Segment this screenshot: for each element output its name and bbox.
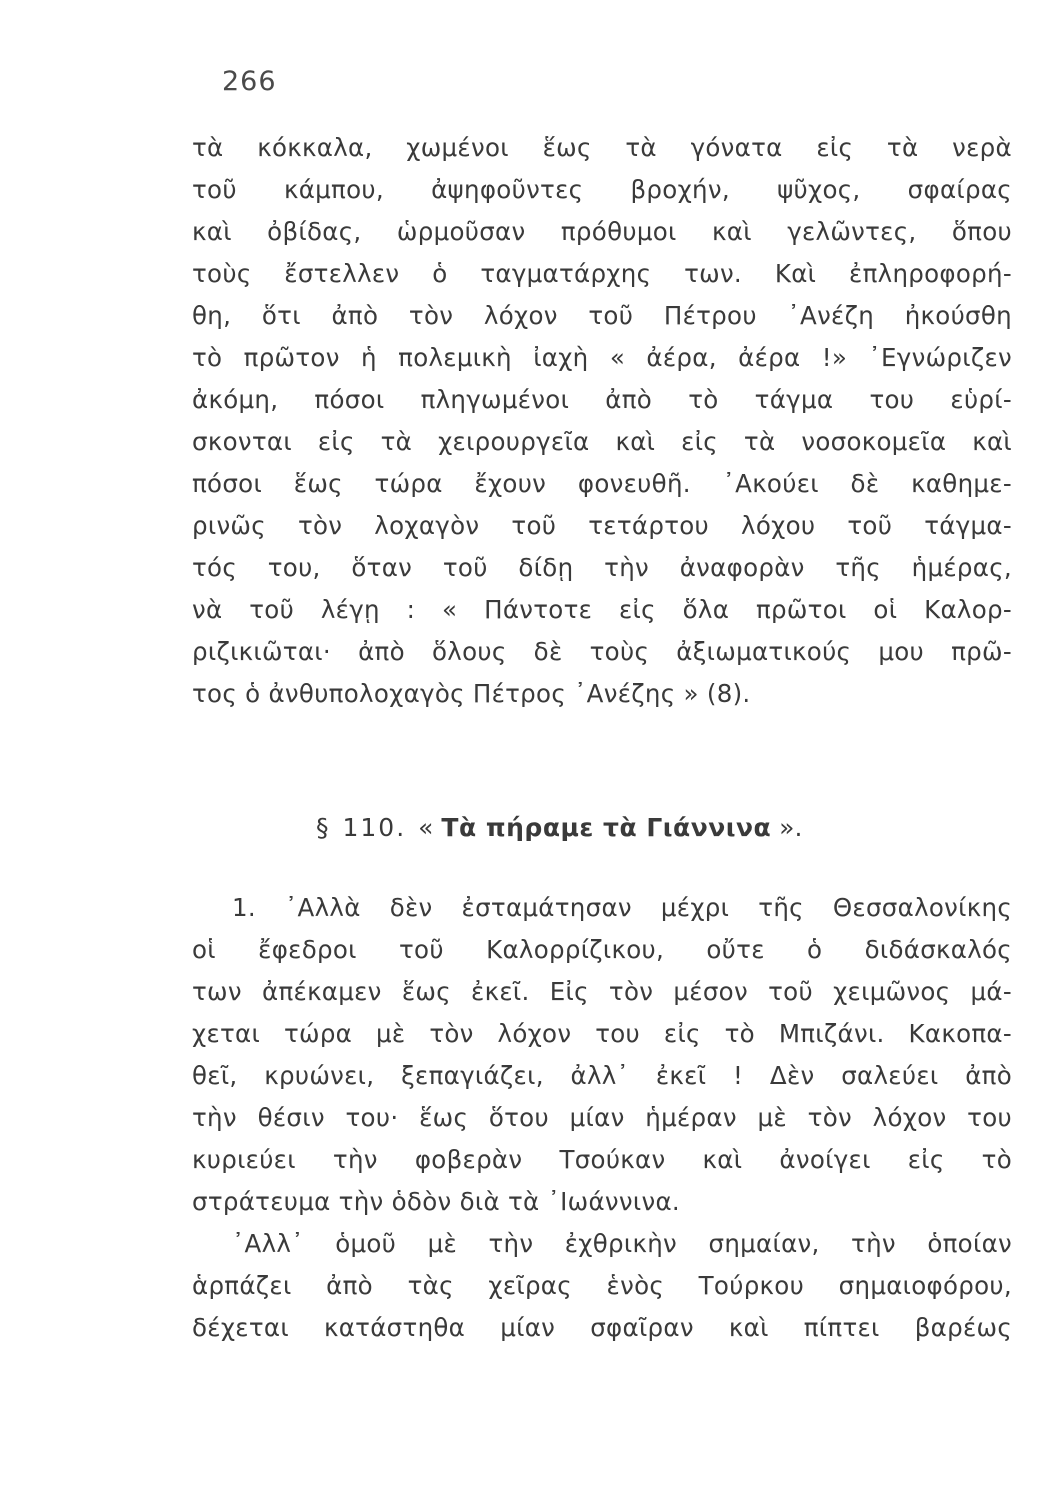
text-line: 1. ᾿Αλλὰ δὲν ἐσταμάτησαν μέχρι τῆς Θεσσαλονίκης bbox=[232, 893, 1012, 922]
text-line: νὰ τοῦ λέγῃ : « Πάντοτε εἰς ὅλα πρῶτοι οἱ Καλορ- bbox=[192, 595, 1012, 624]
section-title: Τὰ πήραμε τὰ Γιάννινα bbox=[441, 813, 772, 842]
text-line: στράτευμα τὴν ὁδὸν διὰ τὰ ᾿Ιωάννινα. bbox=[192, 1187, 680, 1216]
text-line: ᾿Αλλ᾿ ὁμοῦ μὲ τὴν ἐχθρικὴν σημαίαν, τὴν ὁποίαν bbox=[232, 1229, 1012, 1258]
text-line: τὴν θέσιν του· ἕως ὅτου μίαν ἡμέραν μὲ τὸν λόχον του bbox=[192, 1103, 1012, 1132]
text-line: τοῦ κάμπου, ἀψηφοῦντες βροχήν, ψῦχος, σφαίρας bbox=[192, 175, 1012, 204]
page-number: 266 bbox=[222, 66, 277, 97]
text-line: των ἀπέκαμεν ἕως ἐκεῖ. Εἰς τὸν μέσον τοῦ χειμῶνος μά- bbox=[192, 977, 1012, 1006]
section-title-open-quote: « bbox=[418, 813, 434, 842]
text-line: τοὺς ἔστελλεν ὁ ταγματάρχης των. Καὶ ἐπληροφορή- bbox=[192, 259, 1012, 288]
text-line: θη, ὅτι ἀπὸ τὸν λόχον τοῦ Πέτρου ᾿Ανέζη ἠκούσθη bbox=[192, 301, 1012, 330]
text-line: οἱ ἔφεδροι τοῦ Καλορρίζικου, οὔτε ὁ διδάσκαλός bbox=[192, 935, 1012, 964]
text-line: πόσοι ἕως τώρα ἔχουν φονευθῆ. ᾿Ακούει δὲ καθημε- bbox=[192, 469, 1012, 498]
text-line: κυριεύει τὴν φοβερὰν Τσούκαν καὶ ἀνοίγει εἰς τὸ bbox=[192, 1145, 1012, 1174]
text-line: τὸ πρῶτον ἡ πολεμικὴ ἰαχὴ « ἀέρα, ἀέρα !» ᾿Εγνώριζεν bbox=[192, 343, 1012, 372]
section-heading bbox=[316, 808, 802, 848]
text-line: σκονται εἰς τὰ χειρουργεῖα καὶ εἰς τὰ νοσοκομεῖα καὶ bbox=[192, 427, 1012, 456]
text-line: ρινῶς τὸν λοχαγὸν τοῦ τετάρτου λόχου τοῦ τάγμα- bbox=[192, 511, 1012, 540]
text-line: τός του, ὅταν τοῦ δίδῃ τὴν ἀναφορὰν τῆς ἡμέρας, bbox=[192, 553, 1012, 582]
text-line: χεται τώρα μὲ τὸν λόχον του εἰς τὸ Μπιζάνι. Κακοπα- bbox=[192, 1019, 1012, 1048]
section-number: 110. bbox=[342, 813, 407, 842]
section-title-close-quote: ». bbox=[779, 813, 803, 842]
section-symbol: § bbox=[316, 813, 329, 842]
text-line: ἁρπάζει ἀπὸ τὰς χεῖρας ἑνὸς Τούρκου σημαιοφόρου, bbox=[192, 1271, 1012, 1300]
text-line: καὶ ὀβίδας, ὡρμοῦσαν πρόθυμοι καὶ γελῶντες, ὅπου bbox=[192, 217, 1012, 246]
text-line: ριζικιῶται· ἀπὸ ὅλους δὲ τοὺς ἀξιωματικούς μου πρῶ- bbox=[192, 637, 1012, 666]
text-line: δέχεται κατάστηθα μίαν σφαῖραν καὶ πίπτει βαρέως bbox=[192, 1313, 1012, 1342]
text-line: τος ὁ ἀνθυπολοχαγὸς Πέτρος ᾿Ανέζης » (8). bbox=[192, 679, 751, 708]
text-line: τὰ κόκκαλα, χωμένοι ἕως τὰ γόνατα εἰς τὰ νερὰ bbox=[192, 133, 1012, 162]
text-line: ἀκόμη, πόσοι πληγωμένοι ἀπὸ τὸ τάγμα του εὑρί- bbox=[192, 385, 1012, 414]
text-line: θεῖ, κρυώνει, ξεπαγιάζει, ἀλλ᾿ ἐκεῖ ! Δὲν σαλεύει ἀπὸ bbox=[192, 1061, 1012, 1090]
